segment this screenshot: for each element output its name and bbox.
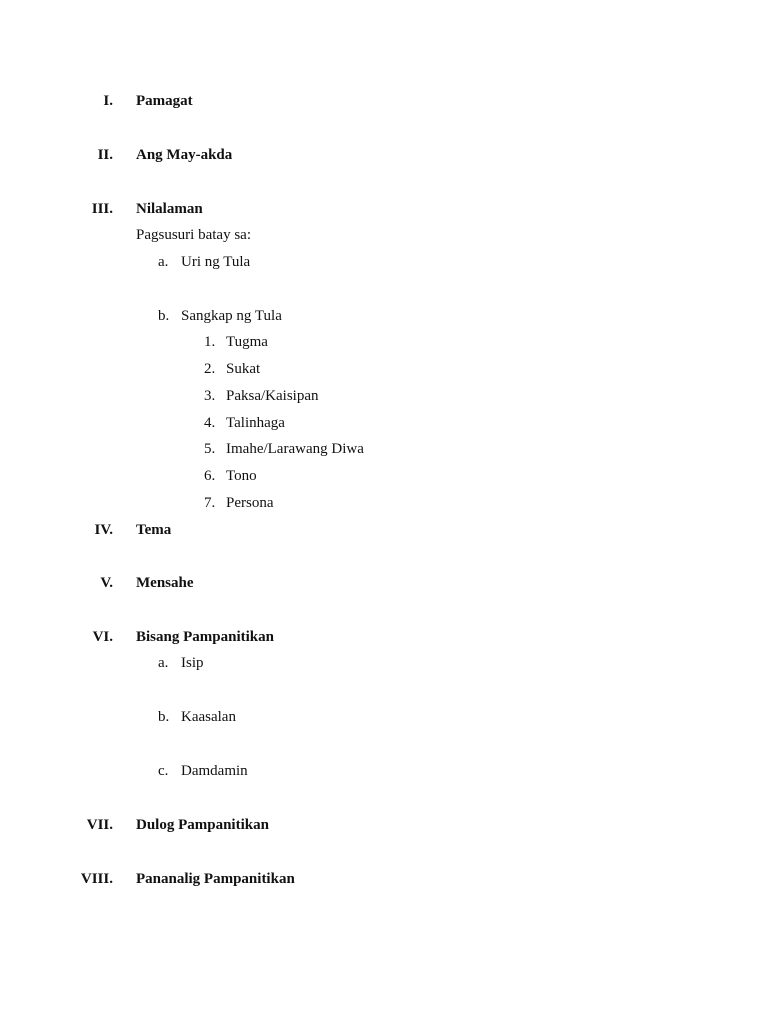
list-marker: b. bbox=[158, 709, 170, 725]
section-heading: Ang May-akda bbox=[136, 147, 233, 163]
list-item: Damdamin bbox=[181, 763, 248, 779]
section-numeral: I. bbox=[103, 93, 113, 109]
section-numeral: IV. bbox=[94, 522, 113, 538]
section-numeral: VI. bbox=[92, 629, 113, 645]
sublist-item: Tono bbox=[226, 468, 257, 484]
section-numeral: II. bbox=[97, 147, 113, 163]
sublist-marker: 6. bbox=[204, 468, 216, 484]
sublist-item: Persona bbox=[226, 495, 274, 511]
section-numeral: VIII. bbox=[80, 871, 113, 887]
sublist-item: Tugma bbox=[226, 334, 268, 350]
sublist-marker: 5. bbox=[204, 441, 216, 457]
list-marker: a. bbox=[158, 655, 169, 671]
sublist-marker: 4. bbox=[204, 415, 216, 431]
section-heading: Pamagat bbox=[136, 93, 193, 109]
list-item: Sangkap ng Tula bbox=[181, 308, 282, 324]
section-heading: Tema bbox=[136, 522, 172, 538]
section-heading: Pananalig Pampanitikan bbox=[136, 871, 295, 887]
section-heading: Mensahe bbox=[136, 575, 194, 591]
sublist-marker: 1. bbox=[204, 334, 216, 350]
sublist-marker: 7. bbox=[204, 495, 216, 511]
section-numeral: V. bbox=[100, 575, 113, 591]
section-numeral: III. bbox=[91, 201, 113, 217]
section-heading: Dulog Pampanitikan bbox=[136, 817, 269, 833]
list-item: Kaasalan bbox=[181, 709, 236, 725]
section-heading: Bisang Pampanitikan bbox=[136, 629, 274, 645]
sublist-marker: 3. bbox=[204, 388, 216, 404]
section-heading: Nilalaman bbox=[136, 201, 203, 217]
sublist-item: Talinhaga bbox=[226, 415, 285, 431]
list-item: Uri ng Tula bbox=[181, 254, 251, 270]
list-marker: a. bbox=[158, 254, 169, 270]
sublist-item: Paksa/Kaisipan bbox=[226, 388, 319, 404]
list-marker: c. bbox=[158, 763, 169, 779]
section-intro: Pagsusuri batay sa: bbox=[136, 227, 251, 243]
sublist-item: Sukat bbox=[226, 361, 261, 377]
list-marker: b. bbox=[158, 308, 170, 324]
sublist-marker: 2. bbox=[204, 361, 216, 377]
section-numeral: VII. bbox=[86, 817, 113, 833]
list-item: Isip bbox=[181, 655, 204, 671]
sublist-item: Imahe/Larawang Diwa bbox=[226, 441, 364, 457]
